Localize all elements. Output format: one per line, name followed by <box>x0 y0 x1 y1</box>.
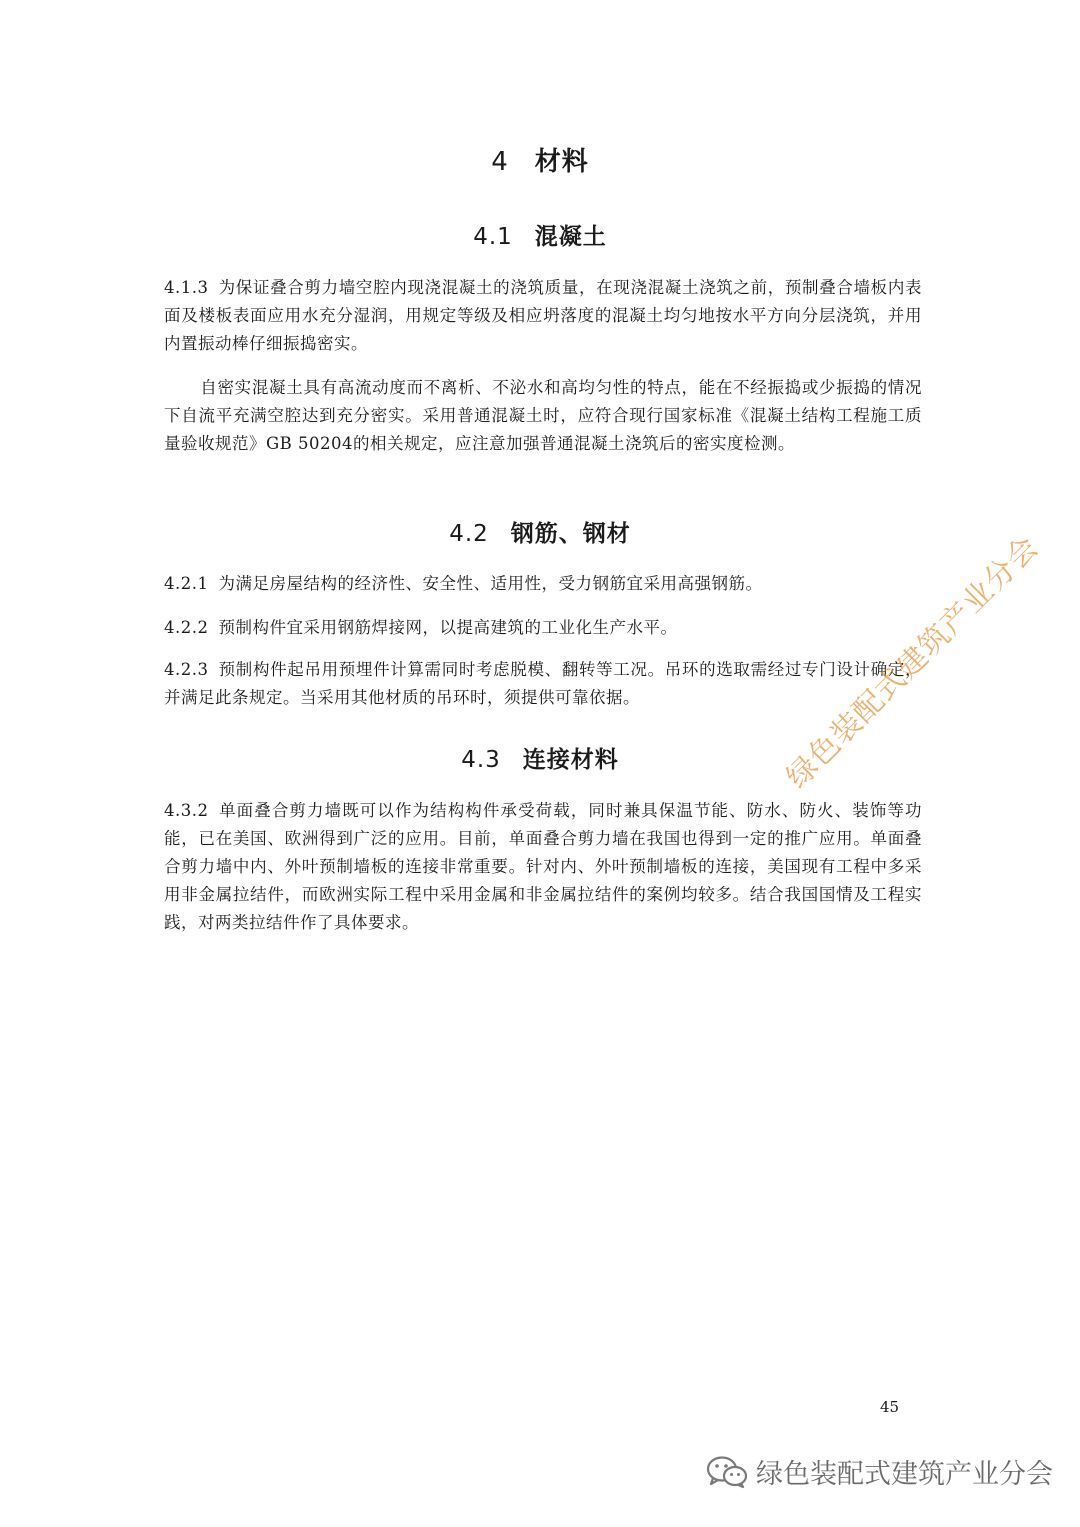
clause-text: 为满足房屋结构的经济性、安全性、适用性，受力钢筋宜采用高强钢筋。 <box>218 574 763 593</box>
clause-number: 4.2.2 <box>164 618 209 637</box>
section-title-text: 钢筋、钢材 <box>510 521 631 547</box>
clause-text: 单面叠合剪力墙既可以作为结构构件承受荷载，同时兼具保温节能、防水、防火、装饰等功能，已在美国、欧洲得到广泛的应用。目前，单面叠合剪力墙在我国也得到一定的推广应用。单面叠合剪力墙中内、外叶预制墙板的连接非常重要。针对内、外叶预制墙板的连接，美国现有工程中多采用非金属拉结件，而欧洲实际工程中采用金属和非金属拉结件的案例均较多。结合我国国情及工程实践，对两类拉结件作了具体要求。 <box>164 801 922 932</box>
clause-4-3-2 <box>164 797 922 937</box>
section-title-4-2 <box>0 515 1080 548</box>
section-number: 4.3 <box>461 747 501 773</box>
section-number: 4.1 <box>473 224 513 250</box>
clause-text: 为保证叠合剪力墙空腔内现浇混凝土的浇筑质量，在现浇混凝土浇筑之前，预制叠合墙板内表面及楼板表面应用水充分湿润，用规定等级及相应坍落度的混凝土均匀地按水平方向分层浇筑，并用内置振动棒仔细振捣密实。 <box>164 278 922 353</box>
paragraph-text: 自密实混凝土具有高流动度而不离析、不泌水和高均匀性的特点，能在不经振捣或少振捣的情况下自流平充满空腔达到充分密实。采用普通混凝土时，应符合现行国家标准《混凝土结构工程施工质量验收规范》GB 50204的相关规定，应注意加强普通混凝土浇筑后的密实度检测。 <box>164 378 922 453</box>
section-number: 4.2 <box>449 521 489 547</box>
clause-4-2-1 <box>164 570 922 598</box>
paragraph-self-compacting-concrete <box>164 374 922 458</box>
clause-text: 预制构件宜采用钢筋焊接网，以提高建筑的工业化生产水平。 <box>218 618 678 637</box>
footer-account-mark <box>706 1452 1053 1491</box>
section-title-text: 混凝土 <box>534 224 607 250</box>
clause-4-2-3 <box>164 656 922 712</box>
clause-4-1-3 <box>164 274 922 358</box>
diagonal-watermark: 绿色装配式建筑产业分会 <box>780 529 1046 796</box>
clause-4-2-2 <box>164 614 922 642</box>
clause-number: 4.2.1 <box>164 574 209 593</box>
chapter-title-text: 材料 <box>534 147 589 177</box>
chapter-number: 4 <box>491 147 509 177</box>
clause-number: 4.1.3 <box>164 278 209 297</box>
chapter-title <box>0 141 1080 178</box>
wechat-icon <box>706 1455 748 1489</box>
footer-account-name: 绿色装配式建筑产业分会 <box>756 1459 1053 1490</box>
clause-number: 4.2.3 <box>164 660 209 679</box>
section-title-4-3 <box>0 741 1080 774</box>
section-title-4-1 <box>0 218 1080 251</box>
clause-number: 4.3.2 <box>164 801 209 820</box>
clause-text: 预制构件起吊用预埋件计算需同时考虑脱模、翻转等工况。吊环的选取需经过专门设计确定，并满足此条规定。当采用其他材质的吊环时，须提供可靠依据。 <box>164 660 922 707</box>
page-number: 45 <box>880 1398 900 1416</box>
section-title-text: 连接材料 <box>522 747 619 773</box>
